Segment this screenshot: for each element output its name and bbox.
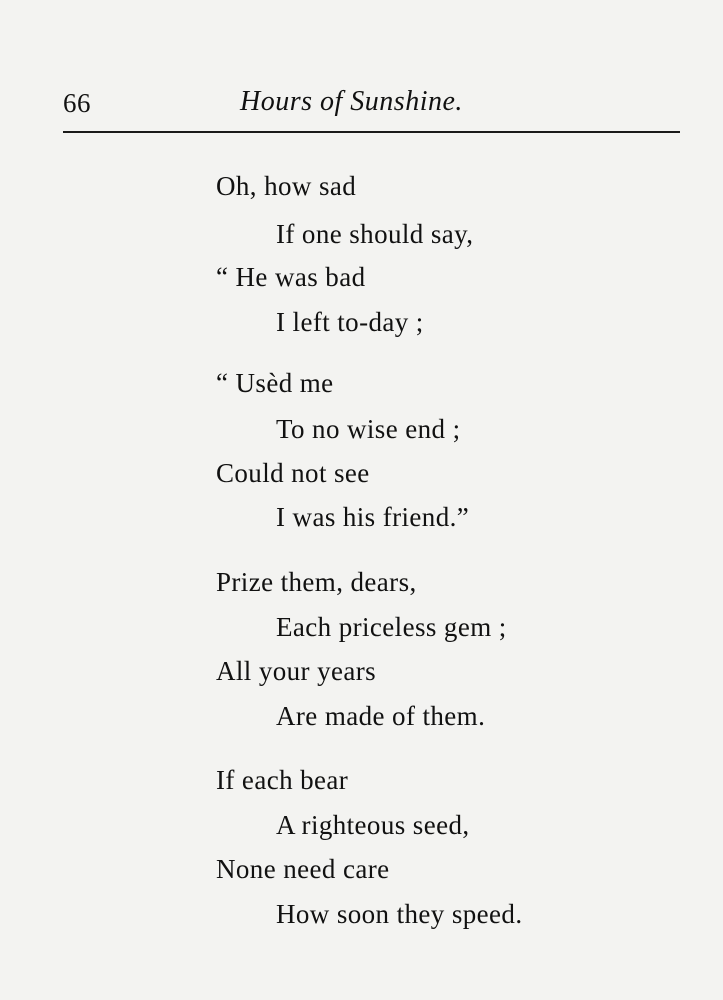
poem-line: None need care [216,854,390,884]
poem-line: How soon they speed. [276,899,523,929]
poem-line: A righteous seed, [276,810,470,840]
poem-line: If each bear [216,765,349,795]
page-number: 66 [63,88,91,118]
poem-line: Oh, how sad [216,171,357,201]
poem-line: To no wise end ; [276,414,461,444]
poem-line: “ Usèd me [216,368,334,398]
poem-line: I left to-day ; [276,307,424,337]
poem-line: All your years [216,656,377,686]
poem-line: I was his friend.” [276,502,470,532]
poem-line: Prize them, dears, [216,567,417,597]
poem-line: Each priceless gem ; [276,612,507,642]
poem-line: Are made of them. [276,701,486,731]
poem-line: Could not see [216,458,370,488]
poem-line: If one should say, [276,219,474,249]
poem-line: “ He was bad [216,262,366,292]
running-title: Hours of Sunshine. [240,86,463,117]
